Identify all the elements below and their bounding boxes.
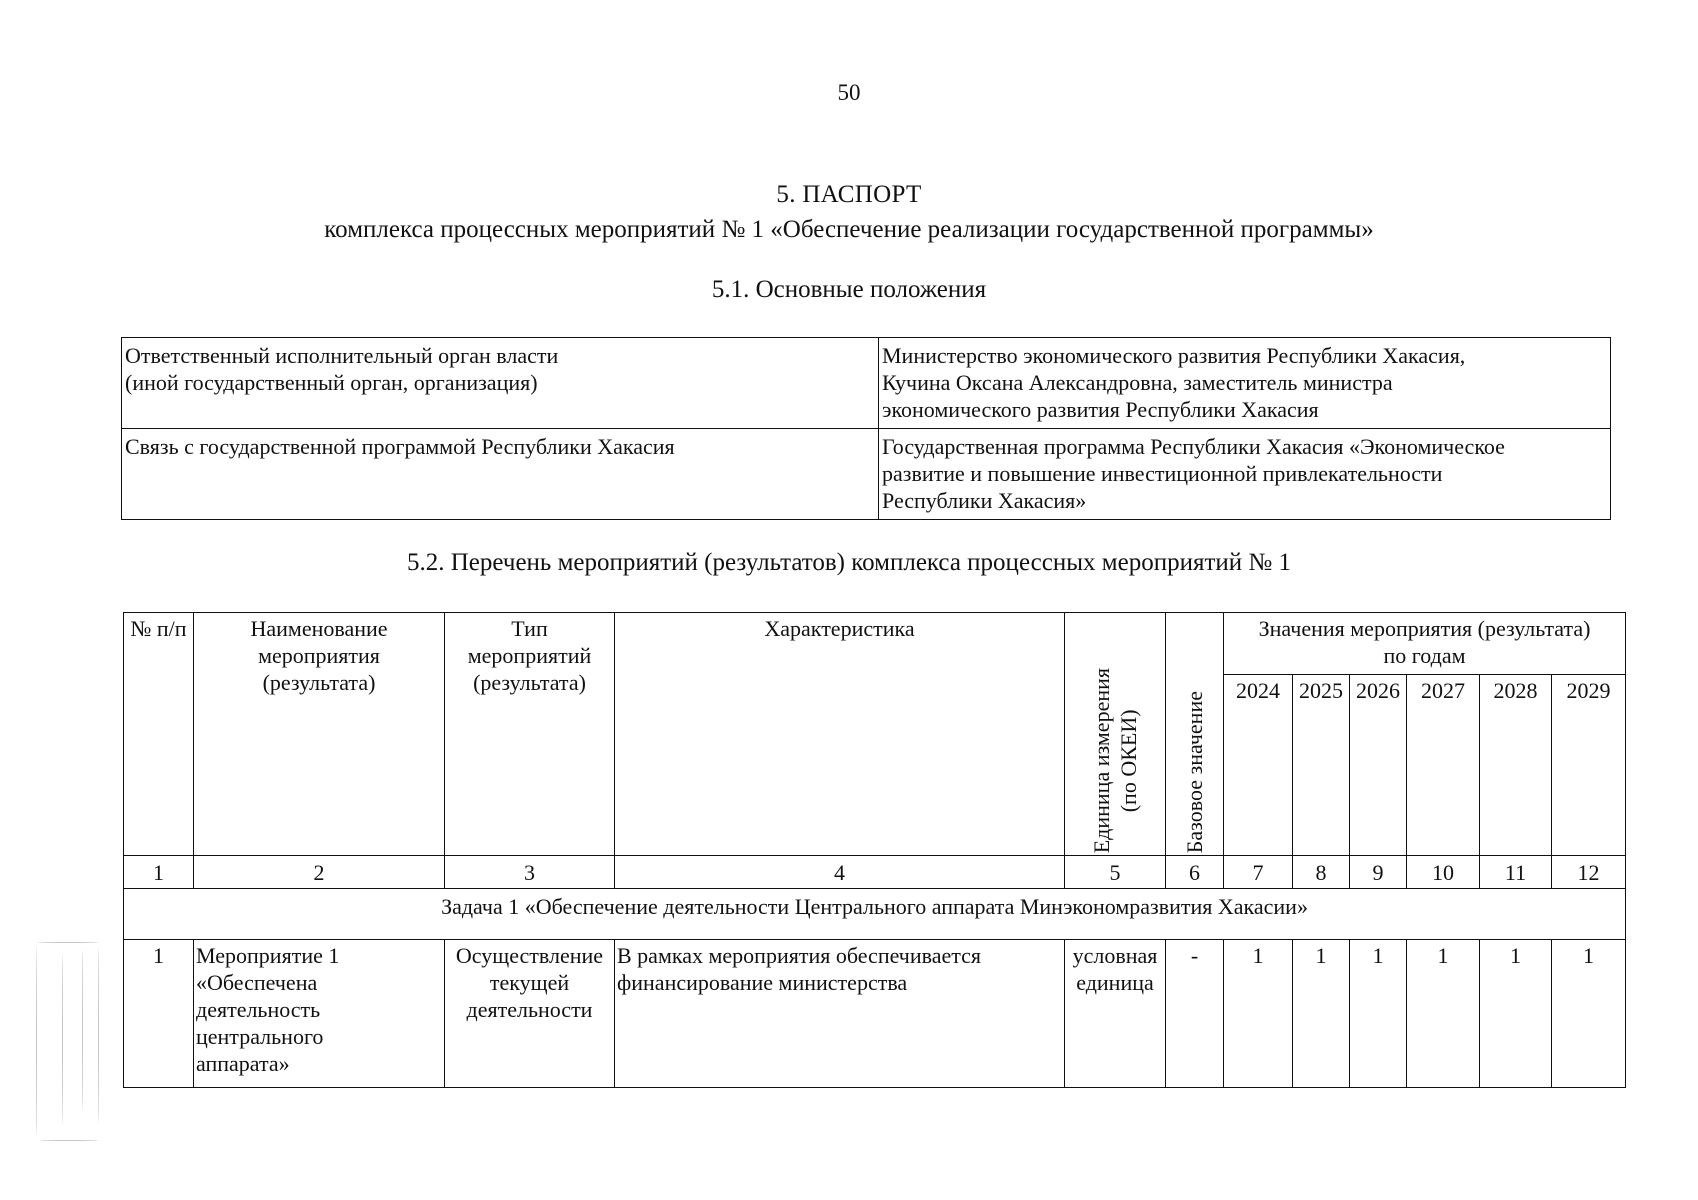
header-text: мероприятий [467, 643, 592, 668]
row-num: 1 [124, 940, 194, 1088]
column-number: 7 [1224, 856, 1293, 889]
row-value-year: 1 [1350, 940, 1407, 1088]
provisions-label-cell [122, 338, 879, 429]
section-heading-basic-provisions: 5.1. Основные положения [711, 276, 987, 303]
row-value-year: 1 [1407, 940, 1480, 1088]
header-text: Наименование [250, 616, 388, 641]
header-num [124, 613, 194, 856]
header-unit-wrap [1067, 627, 1163, 853]
header-text: Единица измерения [1089, 667, 1114, 853]
column-number: 8 [1293, 856, 1350, 889]
row-activity-name [194, 940, 445, 1088]
cell-text: Осуществление [455, 943, 604, 968]
section-heading-activities-list: 5.2. Перечень мероприятий (результатов) комплекса процессных мероприятий № 1 [407, 549, 1291, 576]
column-number: 4 [615, 856, 1065, 889]
provisions-label-text: Ответственный исполнительный орган власти [125, 343, 559, 368]
header-type [445, 613, 615, 856]
passport-subtitle: комплекса процессных мероприятий № 1 «Обеспечение реализации государственной программы» [324, 216, 1374, 243]
activities-header-row [124, 613, 1626, 675]
activities-table [123, 612, 1626, 1088]
header-year: 2025 [1293, 675, 1350, 856]
header-unit [1065, 613, 1166, 856]
header-base-wrap [1168, 627, 1221, 853]
header-year: 2028 [1480, 675, 1552, 856]
cell-text: условная [1072, 943, 1158, 968]
provisions-value-cell [879, 338, 1611, 429]
cell-text: деятельности [466, 997, 593, 1022]
provisions-value-text: Республики Хакасия» [882, 488, 1087, 513]
column-number: 11 [1480, 856, 1552, 889]
header-text: (результата) [473, 670, 586, 695]
header-text: Тип [511, 616, 548, 641]
passport-title: 5. ПАСПОРТ [776, 181, 922, 208]
provisions-value-text: Кучина Оксана Александровна, заместитель министра [882, 370, 1393, 395]
column-number: 6 [1166, 856, 1224, 889]
column-number: 2 [194, 856, 445, 889]
row-unit [1065, 940, 1166, 1088]
scan-artifact [34, 940, 106, 1150]
cell-text: финансирование министерства [617, 970, 908, 995]
page-number: 50 [837, 80, 861, 105]
provisions-label-text: (иной государственный орган, организация) [125, 370, 538, 395]
header-year: 2024 [1224, 675, 1293, 856]
header-text: (по ОКЕИ) [1116, 708, 1141, 812]
cell-text: аппарата» [196, 1051, 290, 1076]
provisions-label-cell [122, 429, 879, 520]
column-number: 5 [1065, 856, 1166, 889]
provisions-row-responsible [122, 338, 1611, 429]
provisions-label-text: Связь с государственной программой Республики Хакасия [125, 434, 675, 459]
column-number: 1 [124, 856, 194, 889]
row-characteristic [615, 940, 1065, 1088]
task-title: Задача 1 «Обеспечение деятельности Центрального аппарата Минэкономразвития Хакасии» [124, 889, 1626, 940]
header-year: 2027 [1407, 675, 1480, 856]
column-number: 12 [1552, 856, 1626, 889]
cell-text: Мероприятие 1 [196, 943, 340, 968]
cell-text: текущей [489, 970, 570, 995]
header-text: Характеристика [764, 616, 915, 641]
header-text: (результата) [262, 670, 376, 695]
header-text: по годам [1383, 643, 1466, 668]
header-base-text: Базовое значение [1182, 690, 1207, 853]
basic-provisions-table [121, 337, 1611, 520]
header-name [194, 613, 445, 856]
task-row [124, 889, 1626, 940]
row-activity-type [445, 940, 615, 1088]
provisions-value-text: экономического развития Республики Хакасия [882, 397, 1319, 422]
row-value-year: 1 [1293, 940, 1350, 1088]
header-base-value [1166, 613, 1224, 856]
row-value-year: 1 [1480, 940, 1552, 1088]
provisions-row-program-link [122, 429, 1611, 520]
header-year: 2026 [1350, 675, 1407, 856]
column-numbers-row [124, 856, 1626, 889]
cell-text: В рамках мероприятия обеспечивается [617, 943, 982, 968]
header-characteristic [615, 613, 1065, 856]
provisions-value-text: Государственная программа Республики Хакасия «Экономическое [882, 434, 1505, 459]
header-text: Значения мероприятия (результата) [1258, 616, 1591, 641]
column-number: 10 [1407, 856, 1480, 889]
cell-text: единица [1076, 970, 1154, 995]
cell-text: центрального [196, 1024, 324, 1049]
provisions-value-text: Министерство экономического развития Республики Хакасия, [882, 343, 1466, 368]
cell-text: «Обеспечена [196, 970, 318, 995]
row-value-year: 1 [1224, 940, 1293, 1088]
row-base-value: - [1166, 940, 1224, 1088]
header-values-by-year [1224, 613, 1626, 675]
provisions-value-text: развитие и повышение инвестиционной привлекательности [882, 461, 1443, 486]
header-text: мероприятия [258, 643, 380, 668]
provisions-value-cell [879, 429, 1611, 520]
column-number: 9 [1350, 856, 1407, 889]
header-year: 2029 [1552, 675, 1626, 856]
header-text: № п/п [130, 616, 187, 641]
header-unit-text [1088, 668, 1142, 853]
column-number: 3 [445, 856, 615, 889]
row-value-year: 1 [1552, 940, 1626, 1088]
cell-text: деятельность [196, 997, 321, 1022]
table-row [124, 940, 1626, 1088]
